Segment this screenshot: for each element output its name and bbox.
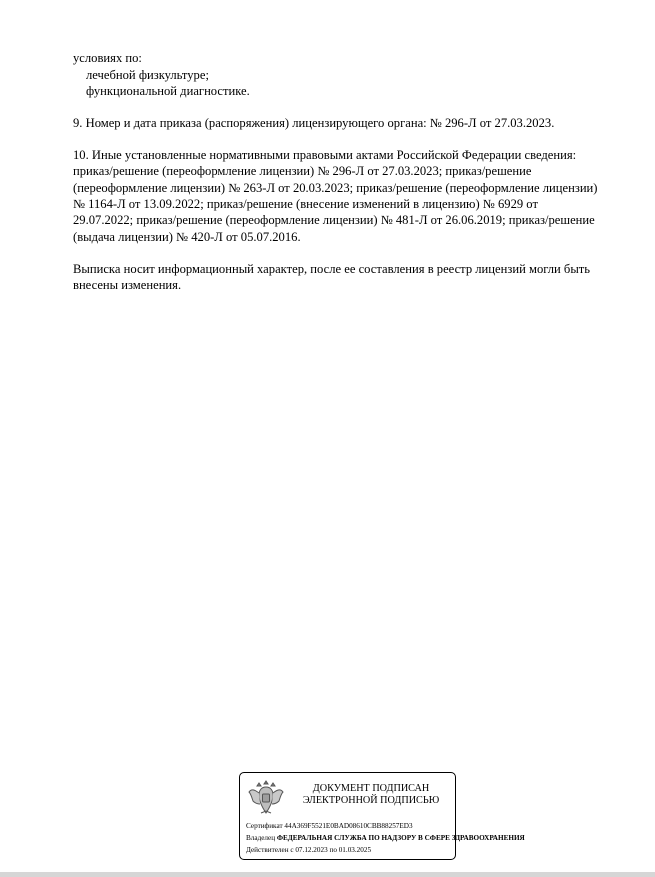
item-10-line: 29.07.2022; приказ/решение (переоформление лицензии) № 481-Л от 26.06.2019; приказ/решение	[73, 213, 595, 227]
item-10-line: № 1164-Л от 13.09.2022; приказ/решение (внесение изменений в лицензию) № 6929 от	[73, 197, 538, 211]
item-10-line: 10. Иные установленные нормативными правовыми актами Российской Федерации сведения:	[73, 148, 577, 162]
viewer-bottom-edge	[0, 872, 655, 877]
item-10-line: (выдача лицензии) № 420-Л от 05.07.2016.	[73, 230, 301, 244]
text-line: условиях по:	[73, 51, 142, 65]
stamp-title-line: ЭЛЕКТРОННОЙ ПОДПИСЬЮ	[302, 795, 440, 806]
validity-line: Действителен с 07.12.2023 по 01.03.2025	[246, 846, 372, 854]
list-item-functional-diagnostics: функциональной диагностике.	[86, 84, 250, 98]
disclaimer-line: Выписка носит информационный характер, после ее составления в реестр лицензий могли быть	[73, 262, 591, 276]
certificate-value: 44A369F5521E0BAD08610CBB88257ED3	[284, 822, 413, 830]
electronic-signature-stamp	[239, 772, 525, 860]
stamp-title-line: ДОКУМЕНТ ПОДПИСАН	[312, 783, 430, 794]
certificate-line	[246, 822, 413, 831]
disclaimer-line: внесены изменения.	[73, 278, 182, 292]
certificate-label: Сертификат	[246, 822, 283, 830]
owner-line	[246, 834, 525, 843]
item-10-line: приказ/решение (переоформление лицензии) № 296-Л от 27.03.2023; приказ/решение	[73, 164, 532, 178]
owner-value: ФЕДЕРАЛЬНАЯ СЛУЖБА ПО НАДЗОРУ В СФЕРЕ ЗДРАВООХРАНЕНИЯ	[276, 834, 525, 842]
owner-label: Владелец	[246, 834, 276, 842]
item-10-line: (переоформление лицензии) № 263-Л от 20.03.2023; приказ/решение (переоформление лицензии)	[73, 181, 598, 195]
coat-of-arms-icon	[247, 777, 285, 817]
item-9-order-number: 9. Номер и дата приказа (распоряжения) лицензирующего органа: № 296-Л от 27.03.2023.	[73, 116, 555, 130]
list-item-physical-therapy: лечебной физкультуре;	[86, 68, 209, 82]
